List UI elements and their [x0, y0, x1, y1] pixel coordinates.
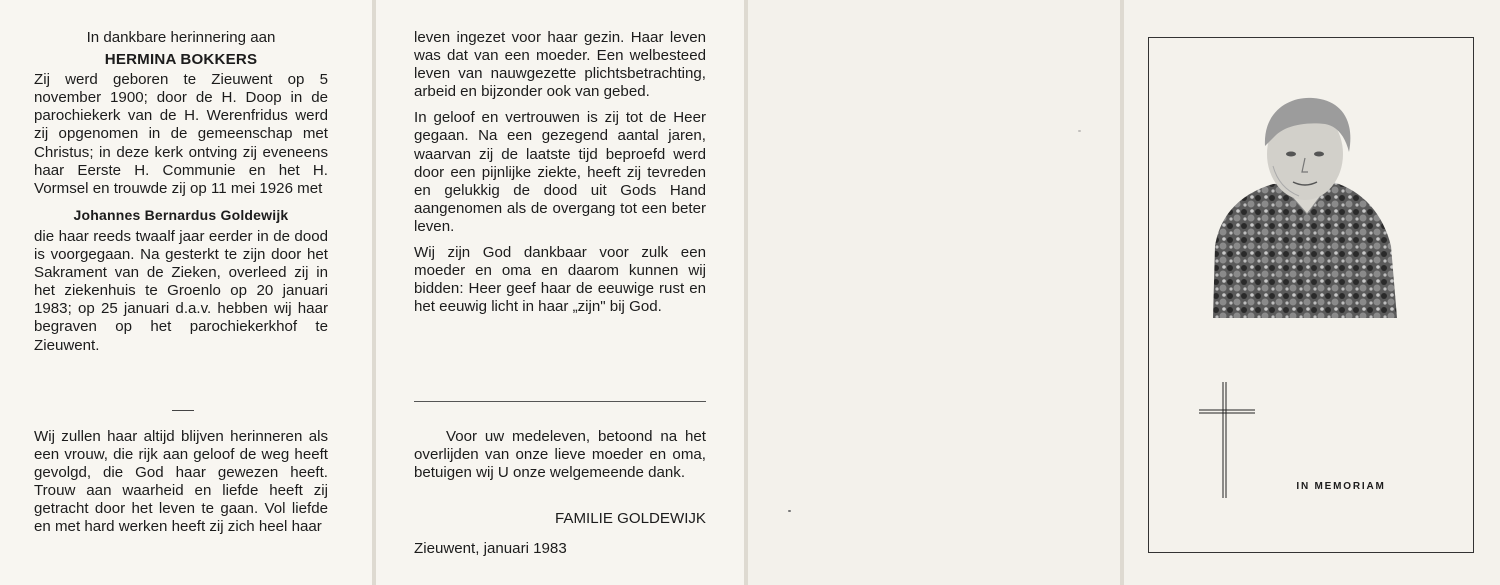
faith-paragraph: In geloof en vertrouwen is zij tot de Heer gegaan. Na een gezegend aantal jaren, waarvan zij de laatste tijd beproefd werd door een pijnlijke ziekte, heeft zij tevreden en gelukkig de dood uit Gods Hand aangenomen als de overgang tot een beter leven. [414, 109, 706, 235]
deceased-name: HERMINA BOKKERS [104, 51, 258, 69]
divider-line [414, 401, 706, 402]
panel-left [0, 0, 372, 585]
family-signature: FAMILIE GOLDEWIJK [555, 510, 706, 527]
portrait-photo [1213, 96, 1397, 318]
paper-speck [788, 510, 791, 512]
intro-line: In dankbare herinnering aan [86, 29, 276, 46]
paper-speck [1078, 130, 1081, 132]
panel1-text [34, 29, 328, 355]
section-divider [172, 410, 194, 411]
death-paragraph: die haar reeds twaalf jaar eerder in de dood is voorgegaan. Na gesterkt te zijn door het Sakrament van de Zieken, overleed zij in het ziekenhuis te Groenlo op 20 januari 1983; op 25 januari d.a.v. hebben wij haar begraven op het parochiekerkhof te Zieuwent. [34, 227, 328, 354]
remembrance-paragraph: Wij zullen haar altijd blijven herinneren als een vrouw, die rijk aan geloof de weg heeft gevolgd, die God haar gewezen heeft. Trouw aan waarheid en liefde heeft zij getracht door het leven te gaan. Vol liefde en met hard werken heeft zij zich heel haar [34, 428, 328, 536]
panel-middle [376, 0, 744, 585]
spouse-name: Johannes Bernardus Goldewijk [73, 206, 289, 223]
memoriam-caption: IN MEMORIAM [1296, 481, 1386, 492]
cover-frame [1148, 37, 1474, 553]
panel2-text [414, 29, 706, 316]
panel-blank [748, 0, 1120, 585]
life-paragraph: leven ingezet voor haar gezin. Haar leven was dat van een moeder. Een welbesteed leven van nauwgezette plichtsbetrachting, arbeid en bijzonder ook van gebed. [414, 29, 706, 101]
cross-icon [1197, 380, 1257, 500]
thanks-paragraph: Voor uw medeleven, betoond na het overlijden van onze lieve moeder en oma, betuigen wij U onze welgemeende dank. [414, 428, 706, 482]
prayer-paragraph: Wij zijn God dankbaar voor zulk een moeder en oma en daarom kunnen wij bidden: Heer geef haar de eeuwige rust en het eeuwig licht in haar „zijn" bij God. [414, 244, 706, 316]
biography-paragraph: Zij werd geboren te Zieuwent op 5 november 1900; door de H. Doop in de parochiekerk van de H. Werenfridus werd zij opgenomen in de gemeenschap met Christus; in deze kerk ontving zij eveneens haar Eerste H. Communie en het H. Vormsel en trouwde zij op 11 mei 1926 met [34, 71, 328, 197]
place-date: Zieuwent, januari 1983 [414, 540, 567, 557]
panel-cover [1124, 0, 1500, 585]
